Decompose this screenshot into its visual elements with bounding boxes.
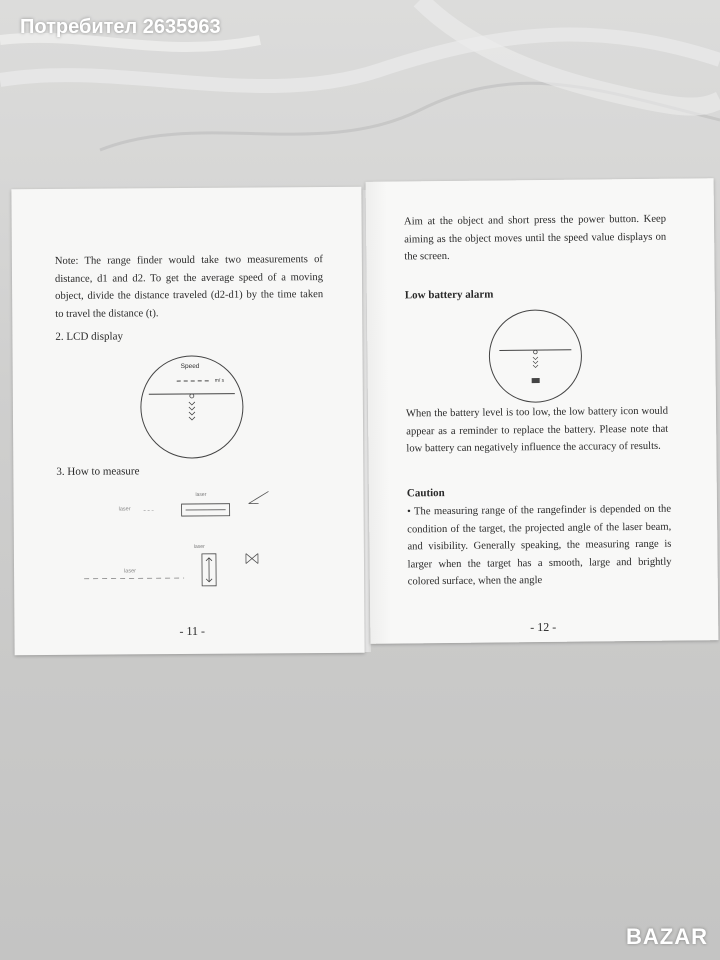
lcd-speed-label: Speed <box>180 362 200 371</box>
lcd-circle <box>141 356 244 459</box>
right-page-number: - 12 - <box>530 619 557 635</box>
lcd-display-diagram <box>139 354 246 461</box>
diagram-beam-bottom <box>84 578 184 579</box>
diagram-angle-bottom <box>246 554 258 564</box>
caution-heading: Caution <box>406 487 445 500</box>
note-paragraph: Note: The range finder would take two measurements of distance, d1 and d2. To get the average speed of a moving object, divide the distance traveled (d2-d1) by the time taken to travel the distance (t). <box>54 254 324 320</box>
left-page-number: - 11 - <box>179 623 206 639</box>
intro-paragraph: Aim at the object and short press the power button. Keep aiming as the object moves until the speed value displays on the screen. <box>403 213 667 263</box>
low-battery-diagram <box>487 308 584 405</box>
diagram-laser-label-top2: laser <box>195 491 207 498</box>
diagram-laser-label-top: laser <box>118 506 131 513</box>
low-battery-paragraph: When the battery level is too low, the low battery icon would appear as a reminder to replace the battery. Please note that low battery can negatively influence the accuracy of results. <box>405 405 669 455</box>
battery-lcd-circle <box>489 310 582 403</box>
user-watermark: Потребител 2635963 <box>20 16 221 38</box>
diagram-angle-top <box>248 491 268 503</box>
measure-diagram <box>53 487 294 599</box>
low-battery-heading: Low battery alarm <box>404 288 494 302</box>
battery-center-dot <box>534 350 538 354</box>
how-to-measure-heading: 3. How to measure <box>56 465 140 478</box>
lcd-center-dot <box>190 394 194 398</box>
right-page <box>366 178 719 644</box>
bazar-logo: BAZAR <box>626 924 708 949</box>
diagram-laser-label-bottom: laser <box>124 568 136 575</box>
diagram-laser-label-bottom2: laser <box>193 543 205 550</box>
battery-chevrons <box>533 357 538 368</box>
caution-paragraph: • The measuring range of the rangefinder is depended on the condition of the target, the projected angle of the laser beam, and visibility. Generally speaking, the measuring range is larger when the target has a smooth, large and brightly colored surface, when the angle <box>406 503 672 588</box>
lcd-unit-label: m/ s <box>214 377 225 384</box>
lcd-chevrons <box>189 402 195 420</box>
left-page <box>11 187 364 655</box>
low-battery-icon <box>532 378 540 383</box>
diagram-arrow-bottom <box>206 558 212 582</box>
lcd-display-heading: 2. LCD display <box>55 330 123 343</box>
